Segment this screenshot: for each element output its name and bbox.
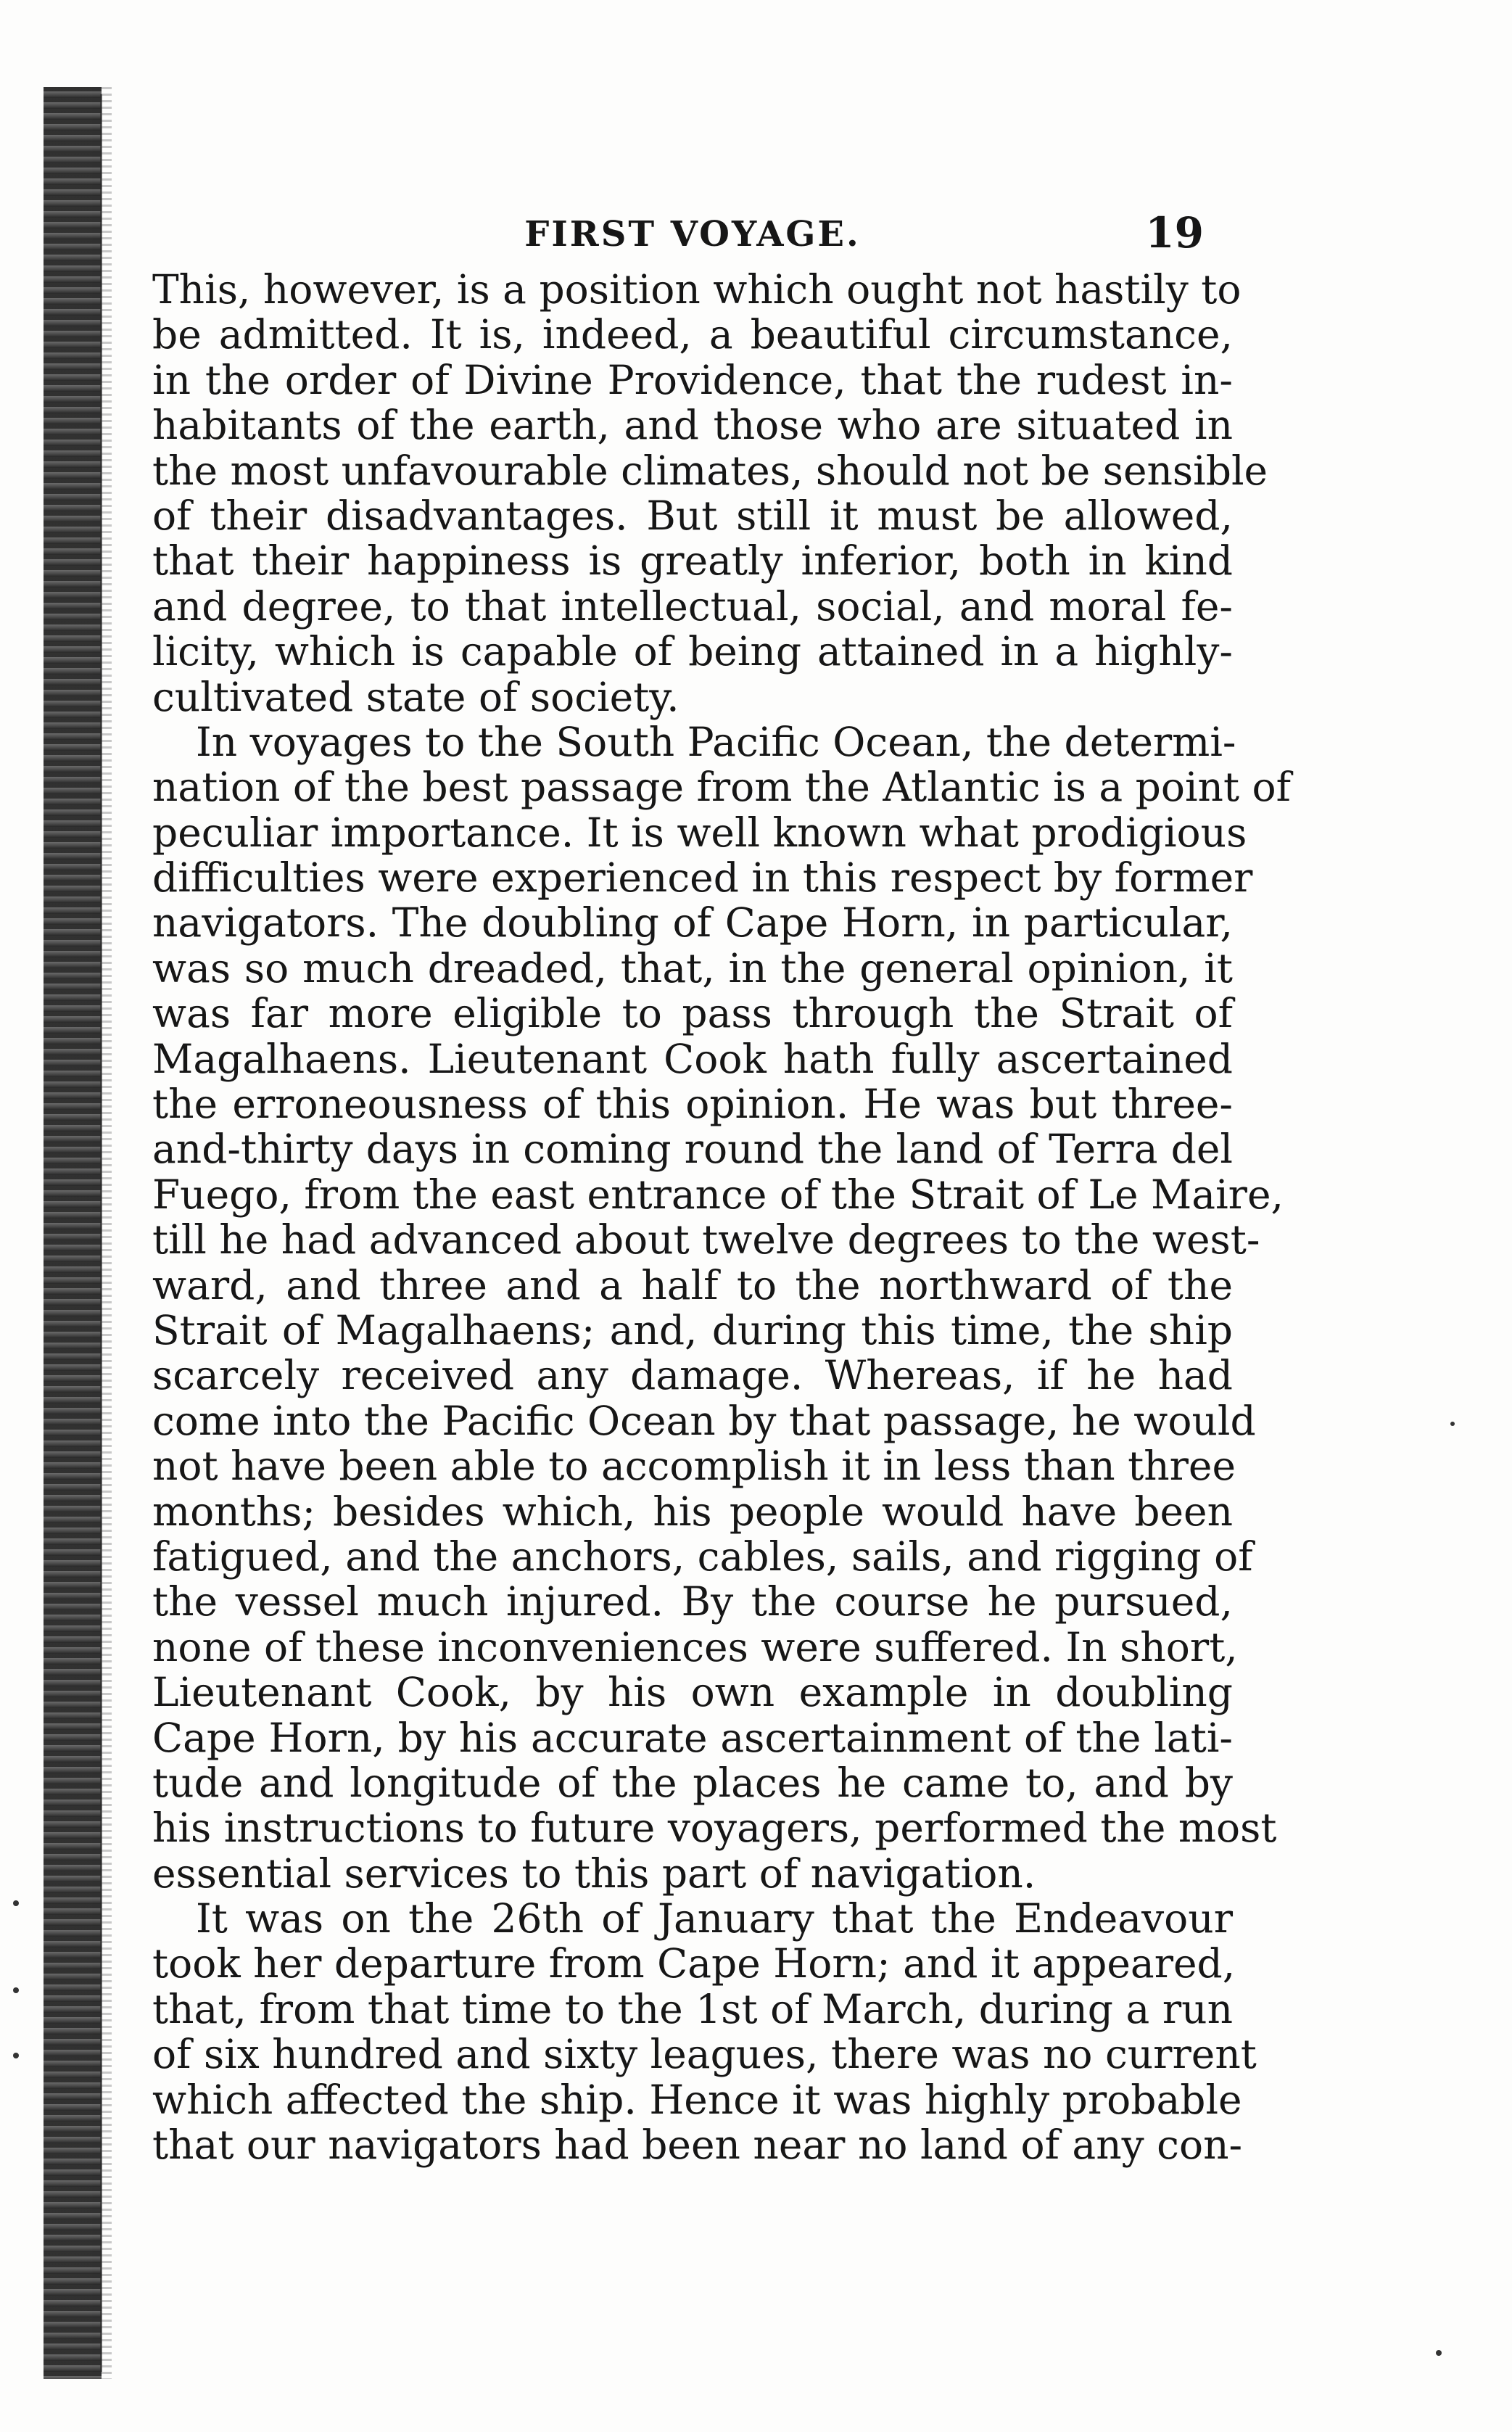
text-line: difficulties were experienced in this respect by former bbox=[152, 854, 1253, 902]
text-line: in the order of Divine Providence, that the rudest in- bbox=[152, 356, 1233, 403]
text-line: Lieutenant Cook, by his own example in doubling bbox=[152, 1669, 1233, 1716]
text-line: peculiar importance. It is well known what prodigious bbox=[152, 809, 1247, 856]
text-line: that their happiness is greatly inferior, both in kind bbox=[152, 537, 1233, 585]
text-line: In voyages to the South Pacific Ocean, the determi- bbox=[196, 718, 1236, 765]
text-line: of six hundred and sixty leagues, there was no current bbox=[152, 2031, 1257, 2078]
text-line: Magalhaens. Lieutenant Cook hath fully ascertained bbox=[152, 1035, 1233, 1082]
binding-edge bbox=[44, 87, 102, 2379]
text-line: months; besides which, his people would have been bbox=[152, 1488, 1233, 1535]
text-line: It was on the 26th of January that the Endeavour bbox=[196, 1895, 1233, 1942]
text-line: not have been able to accomplish it in less than three bbox=[152, 1443, 1236, 1490]
scan-speck bbox=[13, 1900, 19, 1906]
text-line: come into the Pacific Ocean by that passage, he would bbox=[152, 1397, 1256, 1444]
scan-speck bbox=[13, 2053, 19, 2058]
page-number: 19 bbox=[1145, 208, 1204, 257]
text-line: till he had advanced about twelve degrees to the west- bbox=[152, 1216, 1260, 1264]
text-line: Cape Horn, by his accurate ascertainment of the lati- bbox=[152, 1714, 1233, 1761]
text-line: that, from that time to the 1st of March, during a run bbox=[152, 1985, 1233, 2032]
running-title: FIRST VOYAGE. bbox=[524, 214, 861, 255]
text-line: that our navigators had been near no land of any con- bbox=[152, 2122, 1243, 2169]
text-line: fatigued, and the anchors, cables, sails, and rigging of bbox=[152, 1533, 1253, 1580]
scan-speck bbox=[13, 1987, 19, 1993]
text-line: nation of the best passage from the Atlantic is a point of bbox=[152, 764, 1292, 811]
text-line: This, however, is a position which ought not hastily to bbox=[152, 266, 1242, 313]
text-line: be admitted. It is, indeed, a beautiful circumstance, bbox=[152, 311, 1233, 358]
text-line: was far more eligible to pass through the Strait of bbox=[152, 990, 1233, 1037]
text-line: of their disadvantages. But still it must be allowed, bbox=[152, 492, 1233, 539]
text-line: took her departure from Cape Horn; and it appeared, bbox=[152, 1940, 1236, 1987]
text-line: the erroneousness of this opinion. He was but three- bbox=[152, 1081, 1233, 1128]
text-line: ward, and three and a half to the northward of the bbox=[152, 1261, 1233, 1308]
text-line: the vessel much injured. By the course he pursued, bbox=[152, 1578, 1233, 1625]
running-header bbox=[152, 208, 1233, 265]
text-line: none of these inconveniences were suffered. In short, bbox=[152, 1623, 1238, 1670]
text-line: his instructions to future voyagers, performed the most bbox=[152, 1805, 1277, 1852]
body-text bbox=[152, 266, 1292, 2169]
text-line: navigators. The doubling of Cape Horn, in particular, bbox=[152, 899, 1233, 947]
text-line: scarcely received any damage. Whereas, if he had bbox=[152, 1352, 1233, 1399]
text-line: cultivated state of society. bbox=[152, 673, 679, 720]
text-line: which affected the ship. Hence it was highly probable bbox=[152, 2076, 1242, 2123]
text-line: Strait of Magalhaens; and, during this time, the ship bbox=[152, 1306, 1233, 1353]
text-line: habitants of the earth, and those who are situated in bbox=[152, 402, 1233, 449]
text-line: tude and longitude of the places he came to, and by bbox=[152, 1759, 1233, 1806]
text-line: and-thirty days in coming round the land of Terra del bbox=[152, 1126, 1233, 1173]
text-line: and degree, to that intellectual, social, and moral fe- bbox=[152, 582, 1233, 630]
text-line: Fuego, from the east entrance of the Strait of Le Maire, bbox=[152, 1171, 1284, 1218]
scan-speck bbox=[1450, 1422, 1455, 1426]
text-line: licity, which is capable of being attained in a highly- bbox=[152, 628, 1233, 675]
scan-speck bbox=[1436, 2350, 1442, 2356]
text-line: the most unfavourable climates, should not be sensible bbox=[152, 447, 1268, 494]
binding-line bbox=[100, 94, 102, 2372]
text-line: essential services to this part of navigation. bbox=[152, 1850, 1036, 1897]
text-line: was so much dreaded, that, in the general opinion, it bbox=[152, 944, 1233, 992]
